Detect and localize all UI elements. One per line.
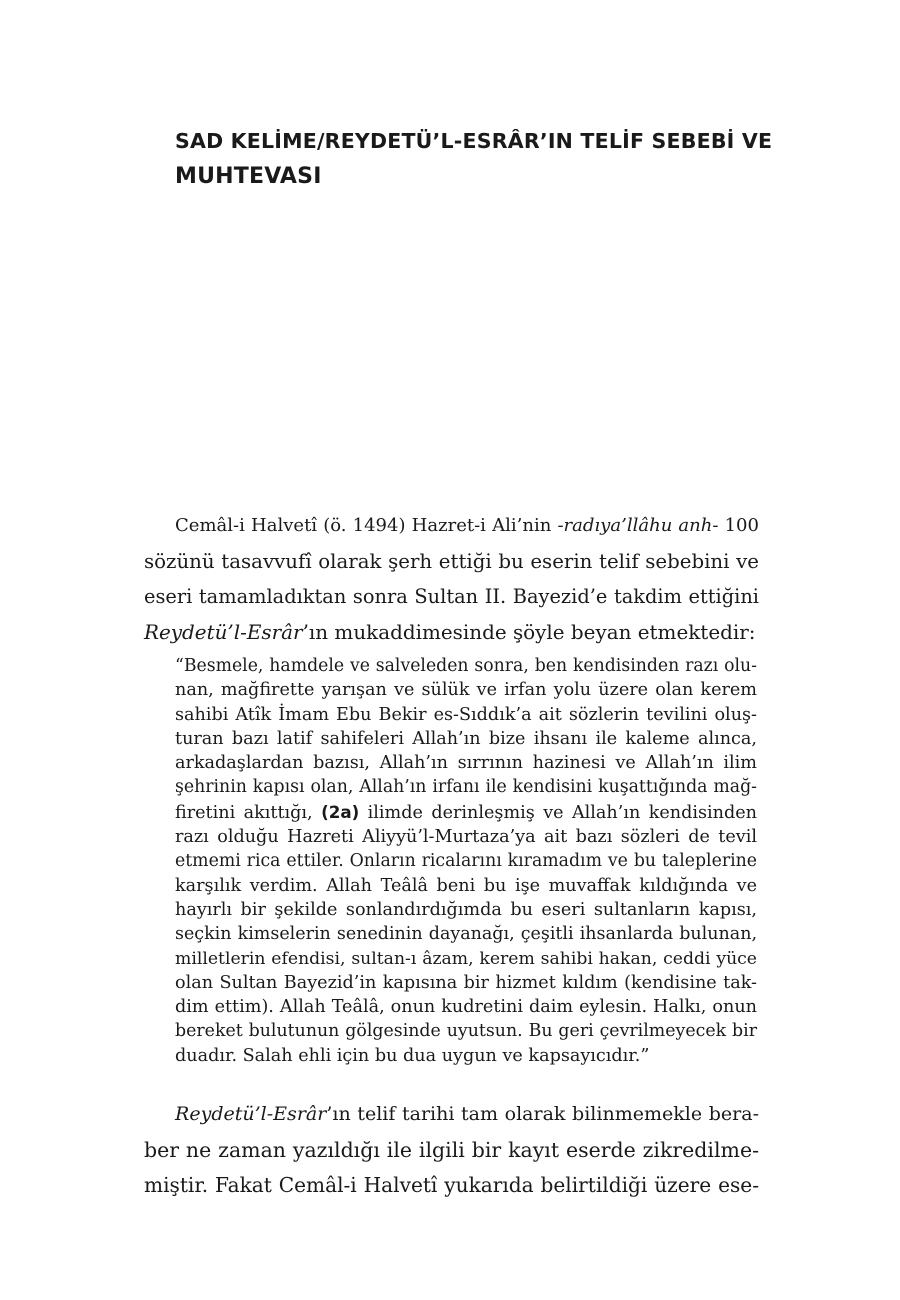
heading-line: SAD KELİME/REYDETÜ’L-ESRÂR’IN TELİF SEBEBİ VE <box>175 129 773 153</box>
text-run: Cemâl-i Halvetî (ö. 1494) Hazret-i Ali’nin - <box>175 515 564 536</box>
book-title: Reydetü’l-Esrâr <box>144 620 303 644</box>
text-line <box>144 615 759 651</box>
quote-line: “Besmele, hamdele ve salveleden sonra, ben kendisinden razı olu- <box>175 656 757 676</box>
quote-line: sahibi Atîk İmam Ebu Bekir es-Sıddık’a ait sözlerin tevilini oluş- <box>175 704 757 725</box>
quote-line: turan bazı latif sahifeleri Allah’ın bize ihsanı ile kaleme alınca, <box>175 728 757 749</box>
folio-marker: (2a) <box>321 801 360 822</box>
text-line: eseri tamamladıktan sonra Sultan II. Bayezid’e takdim ettiğini <box>144 585 759 608</box>
paragraph-intro <box>144 508 759 650</box>
text-run: ilimde derinleşmiş ve Allah’ın kendisinden <box>359 802 757 823</box>
quote-line: arkadaşlardan bazısı, Allah’ın sırrının hazinesi ve Allah’ın ilim <box>175 753 757 774</box>
section-heading <box>175 124 775 194</box>
text-line: miştir. Fakat Cemâl-i Halvetî yukarıda belirtildiği üzere ese- <box>144 1173 759 1197</box>
quote-line: bereket bulutunun gölgesinde uyutsun. Bu geri çevrilmeyecek bir <box>175 1021 757 1042</box>
paragraph-date <box>144 1097 759 1204</box>
text-line: ber ne zaman yazıldığı ile ilgili bir kayıt eserde zikredilme- <box>144 1137 759 1162</box>
book-title: Reydetü’l-Esrâr <box>175 1103 327 1125</box>
quote-line: seçkin kimselerin senedinin dayanağı, çeşitli ihsanlarda bulunan, <box>175 924 757 945</box>
text-run: - 100 <box>712 515 759 536</box>
text-line <box>144 508 759 544</box>
text-line: sözünü tasavvufî olarak şerh ettiği bu eserin telif sebebini ve <box>144 549 759 573</box>
quote-line: dim ettim). Allah Teâlâ, onun kudretini daim eylesin. Halkı, onun <box>175 997 757 1018</box>
text-run: ’ın telif tarihi tam olarak bilinmemekle bera- <box>326 1103 759 1125</box>
quote-line: duadır. Salah ehli için bu dua uygun ve kapsayıcıdır.” <box>175 1045 650 1066</box>
block-quote <box>175 654 757 1068</box>
quote-line <box>175 800 757 825</box>
quote-line: etmemi rica ettiler. Onların ricalarını kıramadım ve bu taleplerine <box>175 851 757 872</box>
quote-line: karşılık verdim. Allah Teâlâ beni bu işe muvaffak kıldığında ve <box>175 875 757 896</box>
italic-phrase: radıya’llâhu anh <box>563 515 713 536</box>
text-run: ’ın mukaddimesinde şöyle beyan etmektedir: <box>302 620 756 644</box>
text-line <box>144 1097 759 1133</box>
text-run: firetini akıttığı, <box>175 802 322 823</box>
heading-line: MUHTEVASI <box>175 164 322 189</box>
quote-line: şehrinin kapısı olan, Allah’ın irfanı ile kendisini kuşattığında mağ- <box>175 777 757 798</box>
quote-line: milletlerin efendisi, sultan-ı âzam, kerem sahibi hakan, ceddi yüce <box>175 948 757 969</box>
quote-line: nan, mağfirette yarışan ve sülük ve irfan yolu üzere olan kerem <box>175 680 757 701</box>
quote-line: olan Sultan Bayezid’in kapısına bir hizmet kıldım (kendisine tak- <box>175 972 757 993</box>
quote-line: razı olduğu Hazreti Aliyyü’l-Murtaza’ya ait bazı sözleri de tevil <box>175 827 757 848</box>
quote-line: hayırlı bir şekilde sonlandırdığımda bu eseri sultanların kapısı, <box>175 899 757 920</box>
